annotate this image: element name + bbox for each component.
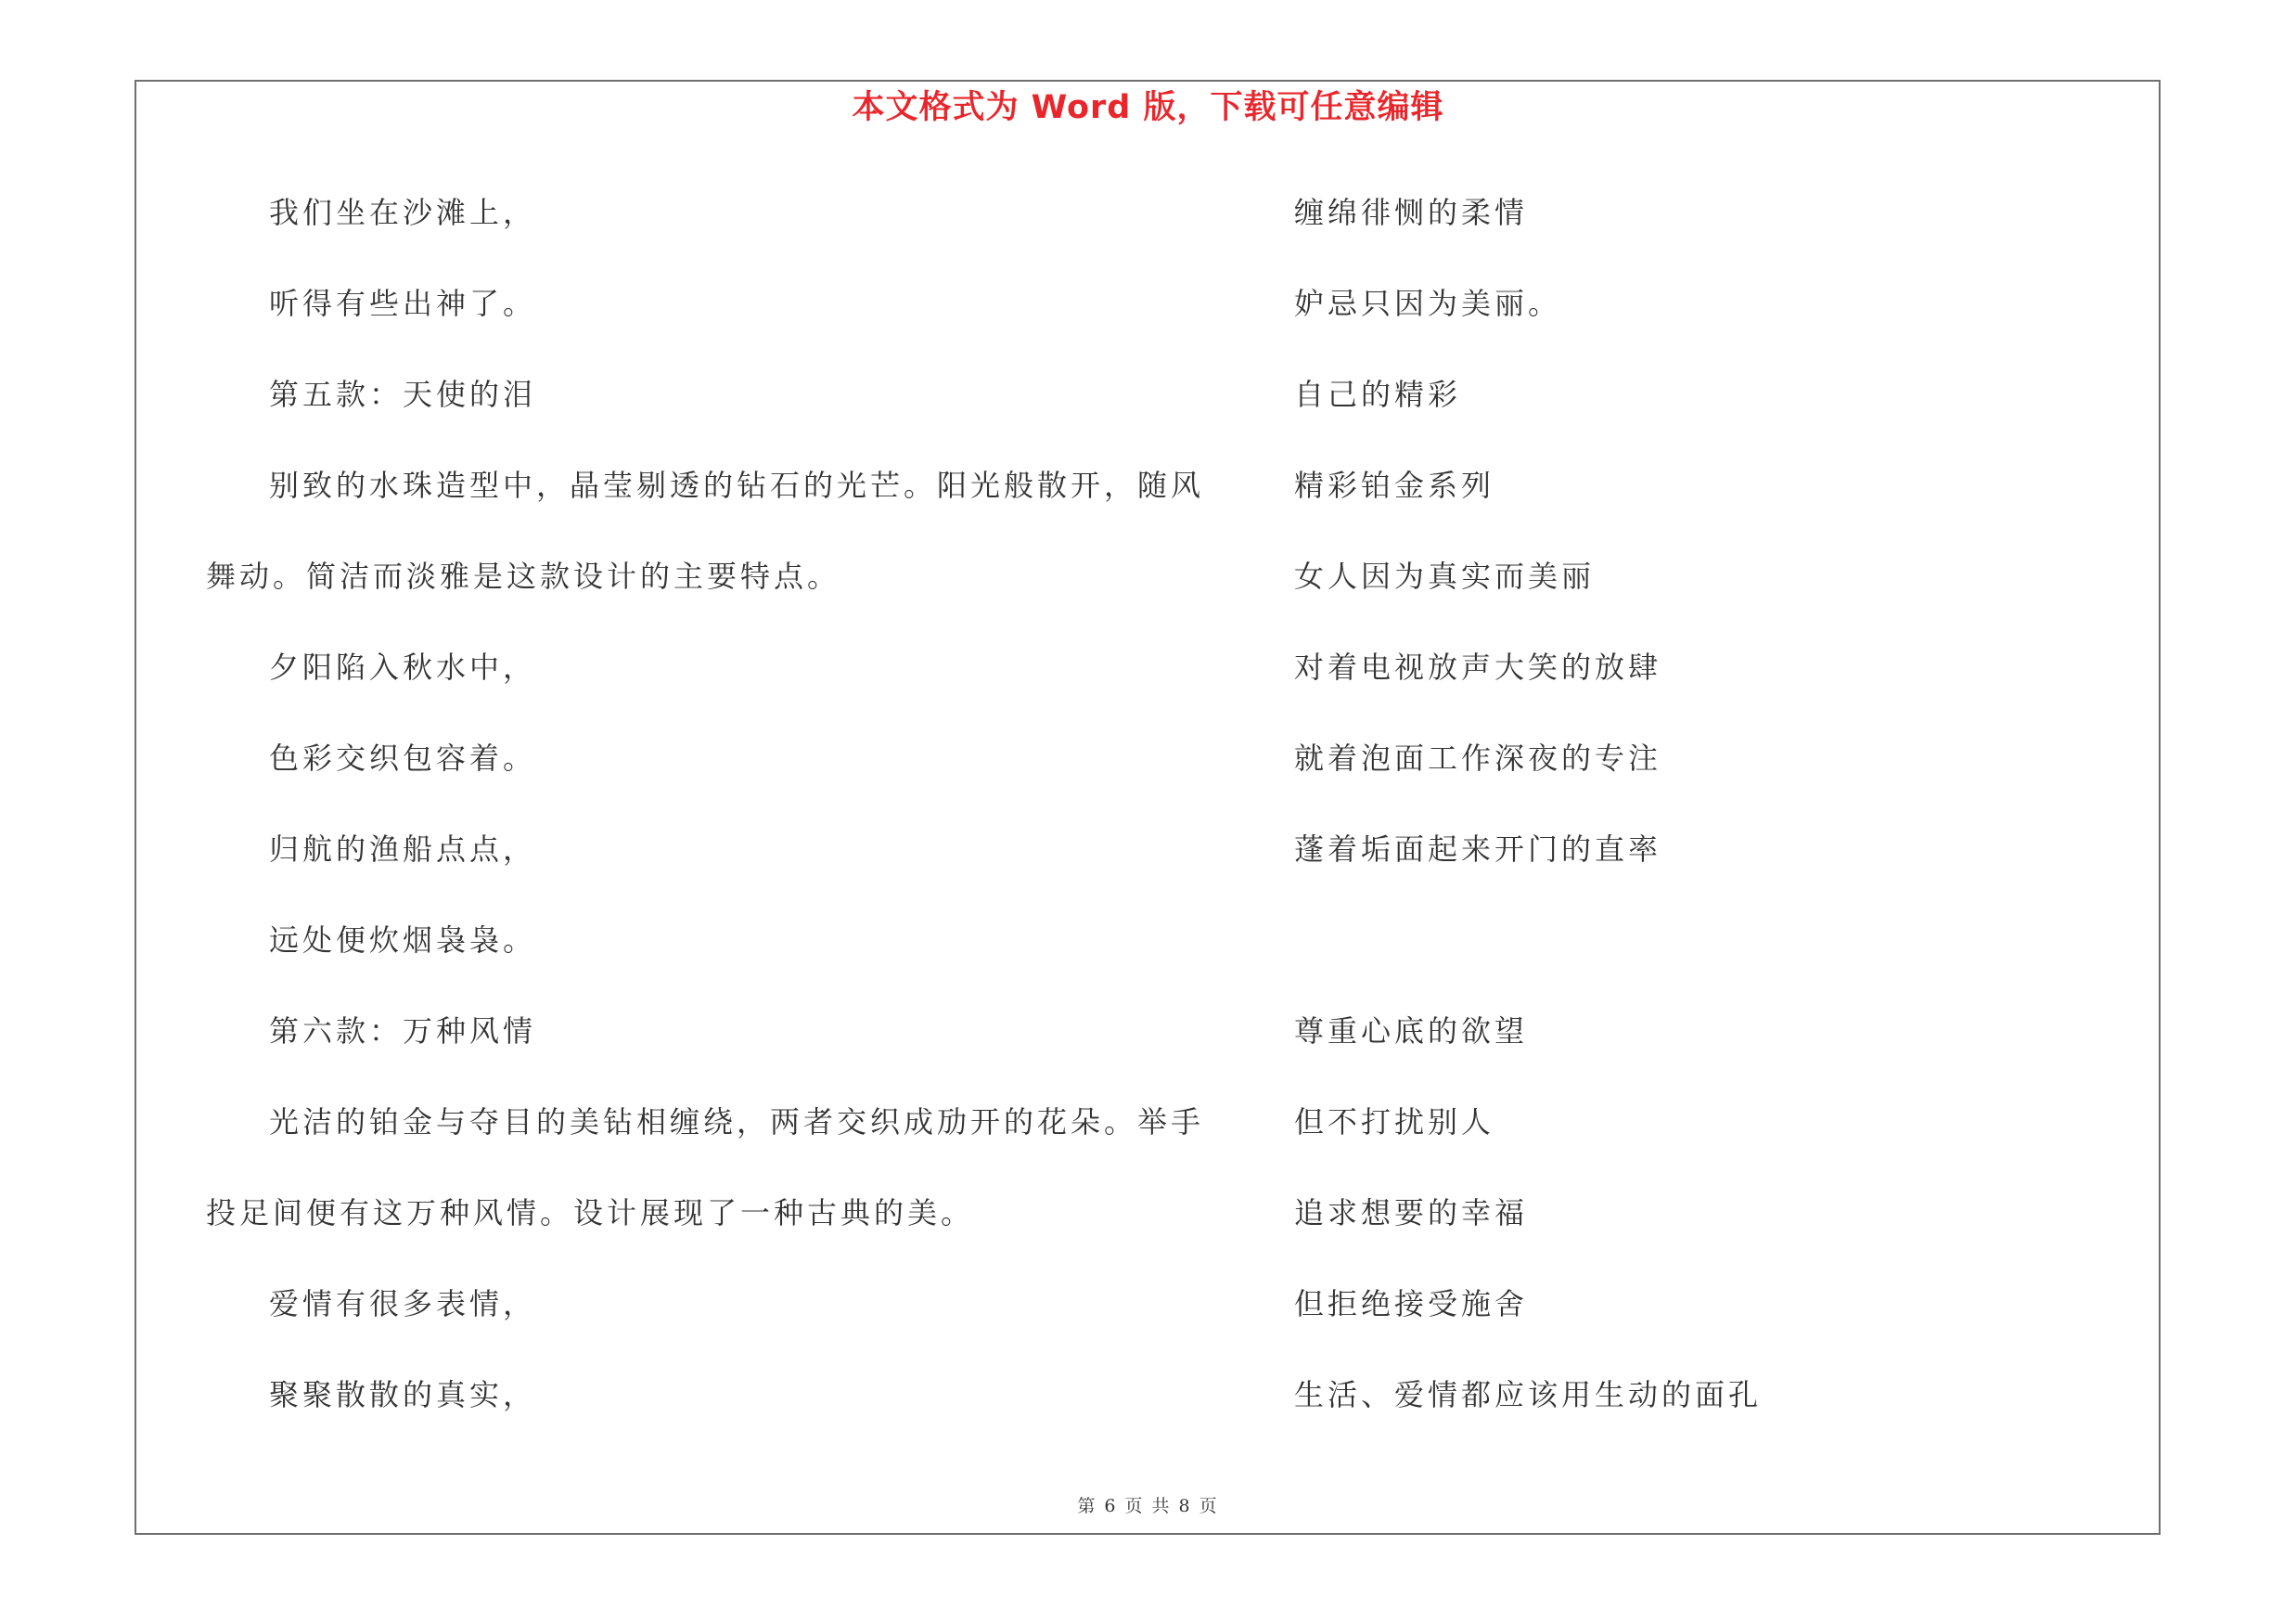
text-line: 蓬着垢面起来开门的直率 [1294, 831, 1662, 867]
page-label-middle: 页 共 [1124, 1496, 1172, 1516]
text-line: 缠绵徘恻的柔情 [1294, 195, 1529, 230]
text-line: 女人因为真实而美丽 [1294, 559, 1596, 594]
current-page-number: 6 [1104, 1496, 1118, 1516]
text-line: 色彩交织包容着。 [269, 741, 537, 776]
paragraph-line: 光洁的铂金与夺目的美钻相缠绕，两者交织成劢开的花朵。举手 [269, 1104, 1205, 1140]
text-line: 对着电视放声大笑的放肆 [1294, 650, 1662, 685]
text-line: 但不打扰别人 [1294, 1104, 1495, 1140]
paragraph-line: 舞动。简洁而淡雅是这款设计的主要特点。 [206, 559, 841, 594]
text-line: 远处便炊烟袅袅。 [269, 922, 537, 958]
total-pages-number: 8 [1178, 1496, 1192, 1516]
text-line: 爱情有很多表情， [269, 1286, 537, 1321]
page-label-suffix: 页 [1199, 1496, 1219, 1516]
text-line: 但拒绝接受施舍 [1294, 1286, 1529, 1321]
text-line: 妒忌只因为美丽。 [1294, 286, 1562, 321]
text-line: 聚聚散散的真实， [269, 1377, 537, 1412]
text-line: 追求想要的幸福 [1294, 1195, 1529, 1230]
paragraph-line: 别致的水珠造型中，晶莹剔透的钻石的光芒。阳光般散开，随风 [269, 468, 1205, 503]
page-label-prefix: 第 [1077, 1496, 1097, 1516]
text-line: 就着泡面工作深夜的专注 [1294, 741, 1662, 776]
text-line: 精彩铂金系列 [1294, 468, 1495, 503]
paragraph-line: 投足间便有这万种风情。设计展现了一种古典的美。 [206, 1195, 975, 1230]
text-line: 尊重心底的欲望 [1294, 1013, 1529, 1049]
text-line: 听得有些出神了。 [269, 286, 537, 321]
header-banner: 本文格式为 Word 版，下载可任意编辑 [852, 89, 1444, 126]
page-number-footer [0, 1495, 2296, 1517]
text-line: 自己的精彩 [1294, 377, 1462, 412]
text-line: 夕阳陷入秋水中， [269, 650, 537, 685]
section-heading: 第六款：万种风情 [269, 1013, 537, 1049]
text-line: 归航的渔船点点， [269, 831, 537, 867]
section-heading: 第五款：天使的泪 [269, 377, 537, 412]
text-line: 我们坐在沙滩上， [269, 195, 537, 230]
text-line: 生活、爱情都应该用生动的面孔 [1294, 1377, 1763, 1412]
